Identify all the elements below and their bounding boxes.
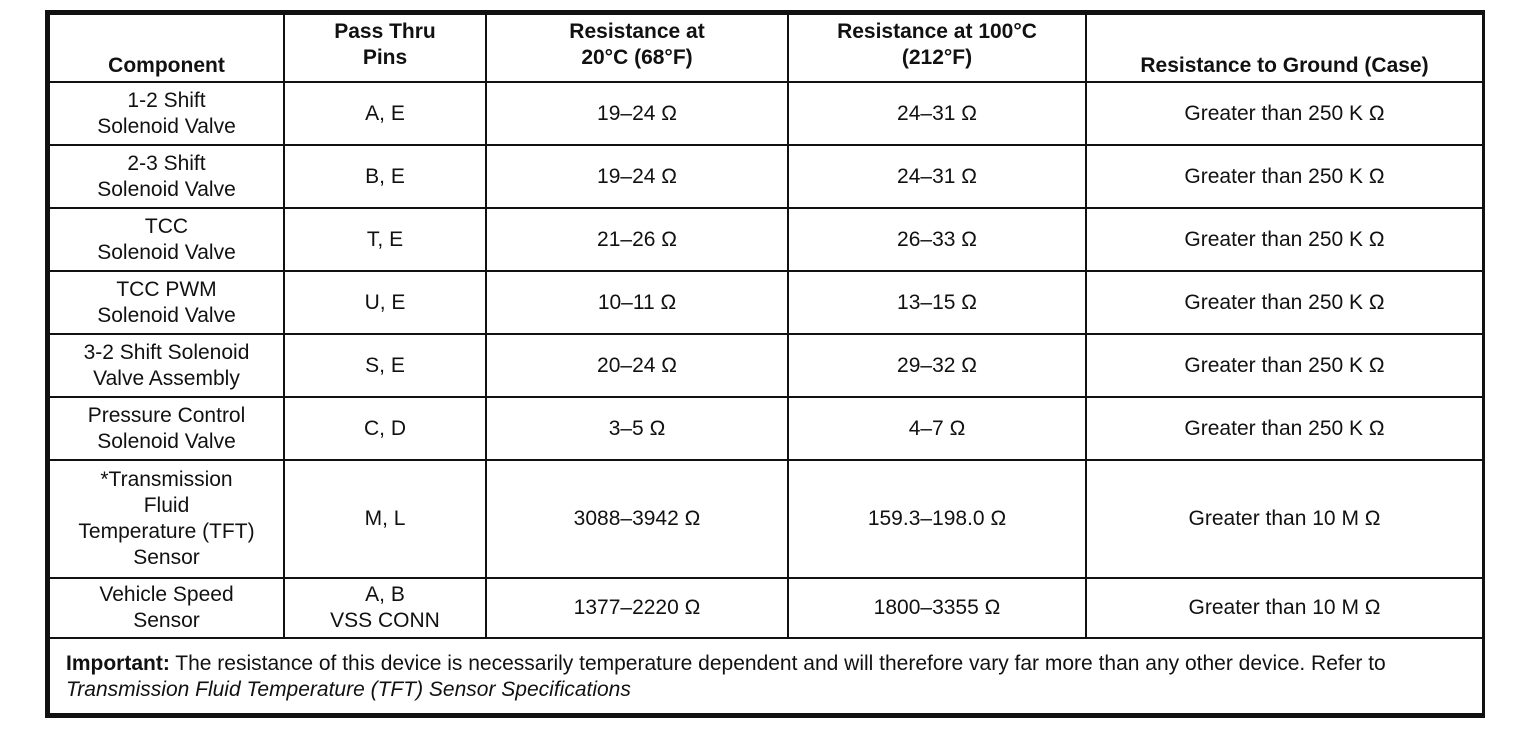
resistance-100c-cell: 29–32 Ω	[788, 334, 1086, 397]
resistance-20c-cell: 20–24 Ω	[486, 334, 788, 397]
pins-cell: M, L	[284, 460, 486, 578]
resistance-100c-cell: 4–7 Ω	[788, 397, 1086, 460]
header-pass-thru-pins: Pass Thru Pins	[284, 14, 486, 82]
table-header-row	[49, 14, 1483, 82]
pins-cell: B, E	[284, 145, 486, 208]
note-row	[49, 638, 1483, 714]
resistance-20c-cell: 19–24 Ω	[486, 145, 788, 208]
component-cell: *Transmission Fluid Temperature (TFT) Sensor	[49, 460, 284, 578]
resistance-100c-cell: 24–31 Ω	[788, 82, 1086, 145]
resistance-20c-cell: 21–26 Ω	[486, 208, 788, 271]
component-cell: 2-3 Shift Solenoid Valve	[49, 145, 284, 208]
note-reference: Transmission Fluid Temperature (TFT) Sensor Specifications	[66, 678, 631, 701]
resistance-ground-cell: Greater than 250 K Ω	[1086, 82, 1483, 145]
important-note	[49, 638, 1483, 714]
table-row	[49, 397, 1483, 460]
component-cell: 1-2 Shift Solenoid Valve	[49, 82, 284, 145]
resistance-20c-cell: 19–24 Ω	[486, 82, 788, 145]
component-cell: Vehicle Speed Sensor	[49, 578, 284, 638]
table-row	[49, 460, 1483, 578]
pins-cell: T, E	[284, 208, 486, 271]
resistance-100c-cell: 13–15 Ω	[788, 271, 1086, 334]
resistance-ground-cell: Greater than 10 M Ω	[1086, 578, 1483, 638]
component-cell: TCC Solenoid Valve	[49, 208, 284, 271]
note-body: The resistance of this device is necessarily temperature dependent and will therefore vary far more than any other device. Refer to	[169, 652, 1386, 675]
specification-table-frame	[45, 10, 1485, 718]
resistance-ground-cell: Greater than 10 M Ω	[1086, 460, 1483, 578]
table-row	[49, 334, 1483, 397]
resistance-100c-cell: 1800–3355 Ω	[788, 578, 1086, 638]
component-cell: 3-2 Shift Solenoid Valve Assembly	[49, 334, 284, 397]
pins-cell: U, E	[284, 271, 486, 334]
resistance-20c-cell: 3088–3942 Ω	[486, 460, 788, 578]
resistance-ground-cell: Greater than 250 K Ω	[1086, 145, 1483, 208]
resistance-ground-cell: Greater than 250 K Ω	[1086, 271, 1483, 334]
resistance-100c-cell: 159.3–198.0 Ω	[788, 460, 1086, 578]
pins-cell: A, E	[284, 82, 486, 145]
pins-cell: C, D	[284, 397, 486, 460]
component-cell: Pressure Control Solenoid Valve	[49, 397, 284, 460]
note-lead: Important:	[66, 652, 170, 675]
resistance-100c-cell: 24–31 Ω	[788, 145, 1086, 208]
pins-cell: S, E	[284, 334, 486, 397]
header-resistance-100c: Resistance at 100°C (212°F)	[788, 14, 1086, 82]
resistance-20c-cell: 10–11 Ω	[486, 271, 788, 334]
resistance-spec-table	[48, 13, 1484, 715]
header-component: Component	[49, 14, 284, 82]
table-row	[49, 208, 1483, 271]
resistance-ground-cell: Greater than 250 K Ω	[1086, 397, 1483, 460]
resistance-100c-cell: 26–33 Ω	[788, 208, 1086, 271]
pins-cell: A, B VSS CONN	[284, 578, 486, 638]
table-row	[49, 578, 1483, 638]
table-row	[49, 271, 1483, 334]
table-row	[49, 82, 1483, 145]
component-cell: TCC PWM Solenoid Valve	[49, 271, 284, 334]
header-resistance-20c: Resistance at 20°C (68°F)	[486, 14, 788, 82]
resistance-ground-cell: Greater than 250 K Ω	[1086, 334, 1483, 397]
resistance-ground-cell: Greater than 250 K Ω	[1086, 208, 1483, 271]
resistance-20c-cell: 1377–2220 Ω	[486, 578, 788, 638]
table-row	[49, 145, 1483, 208]
header-resistance-to-ground: Resistance to Ground (Case)	[1086, 14, 1483, 82]
resistance-20c-cell: 3–5 Ω	[486, 397, 788, 460]
